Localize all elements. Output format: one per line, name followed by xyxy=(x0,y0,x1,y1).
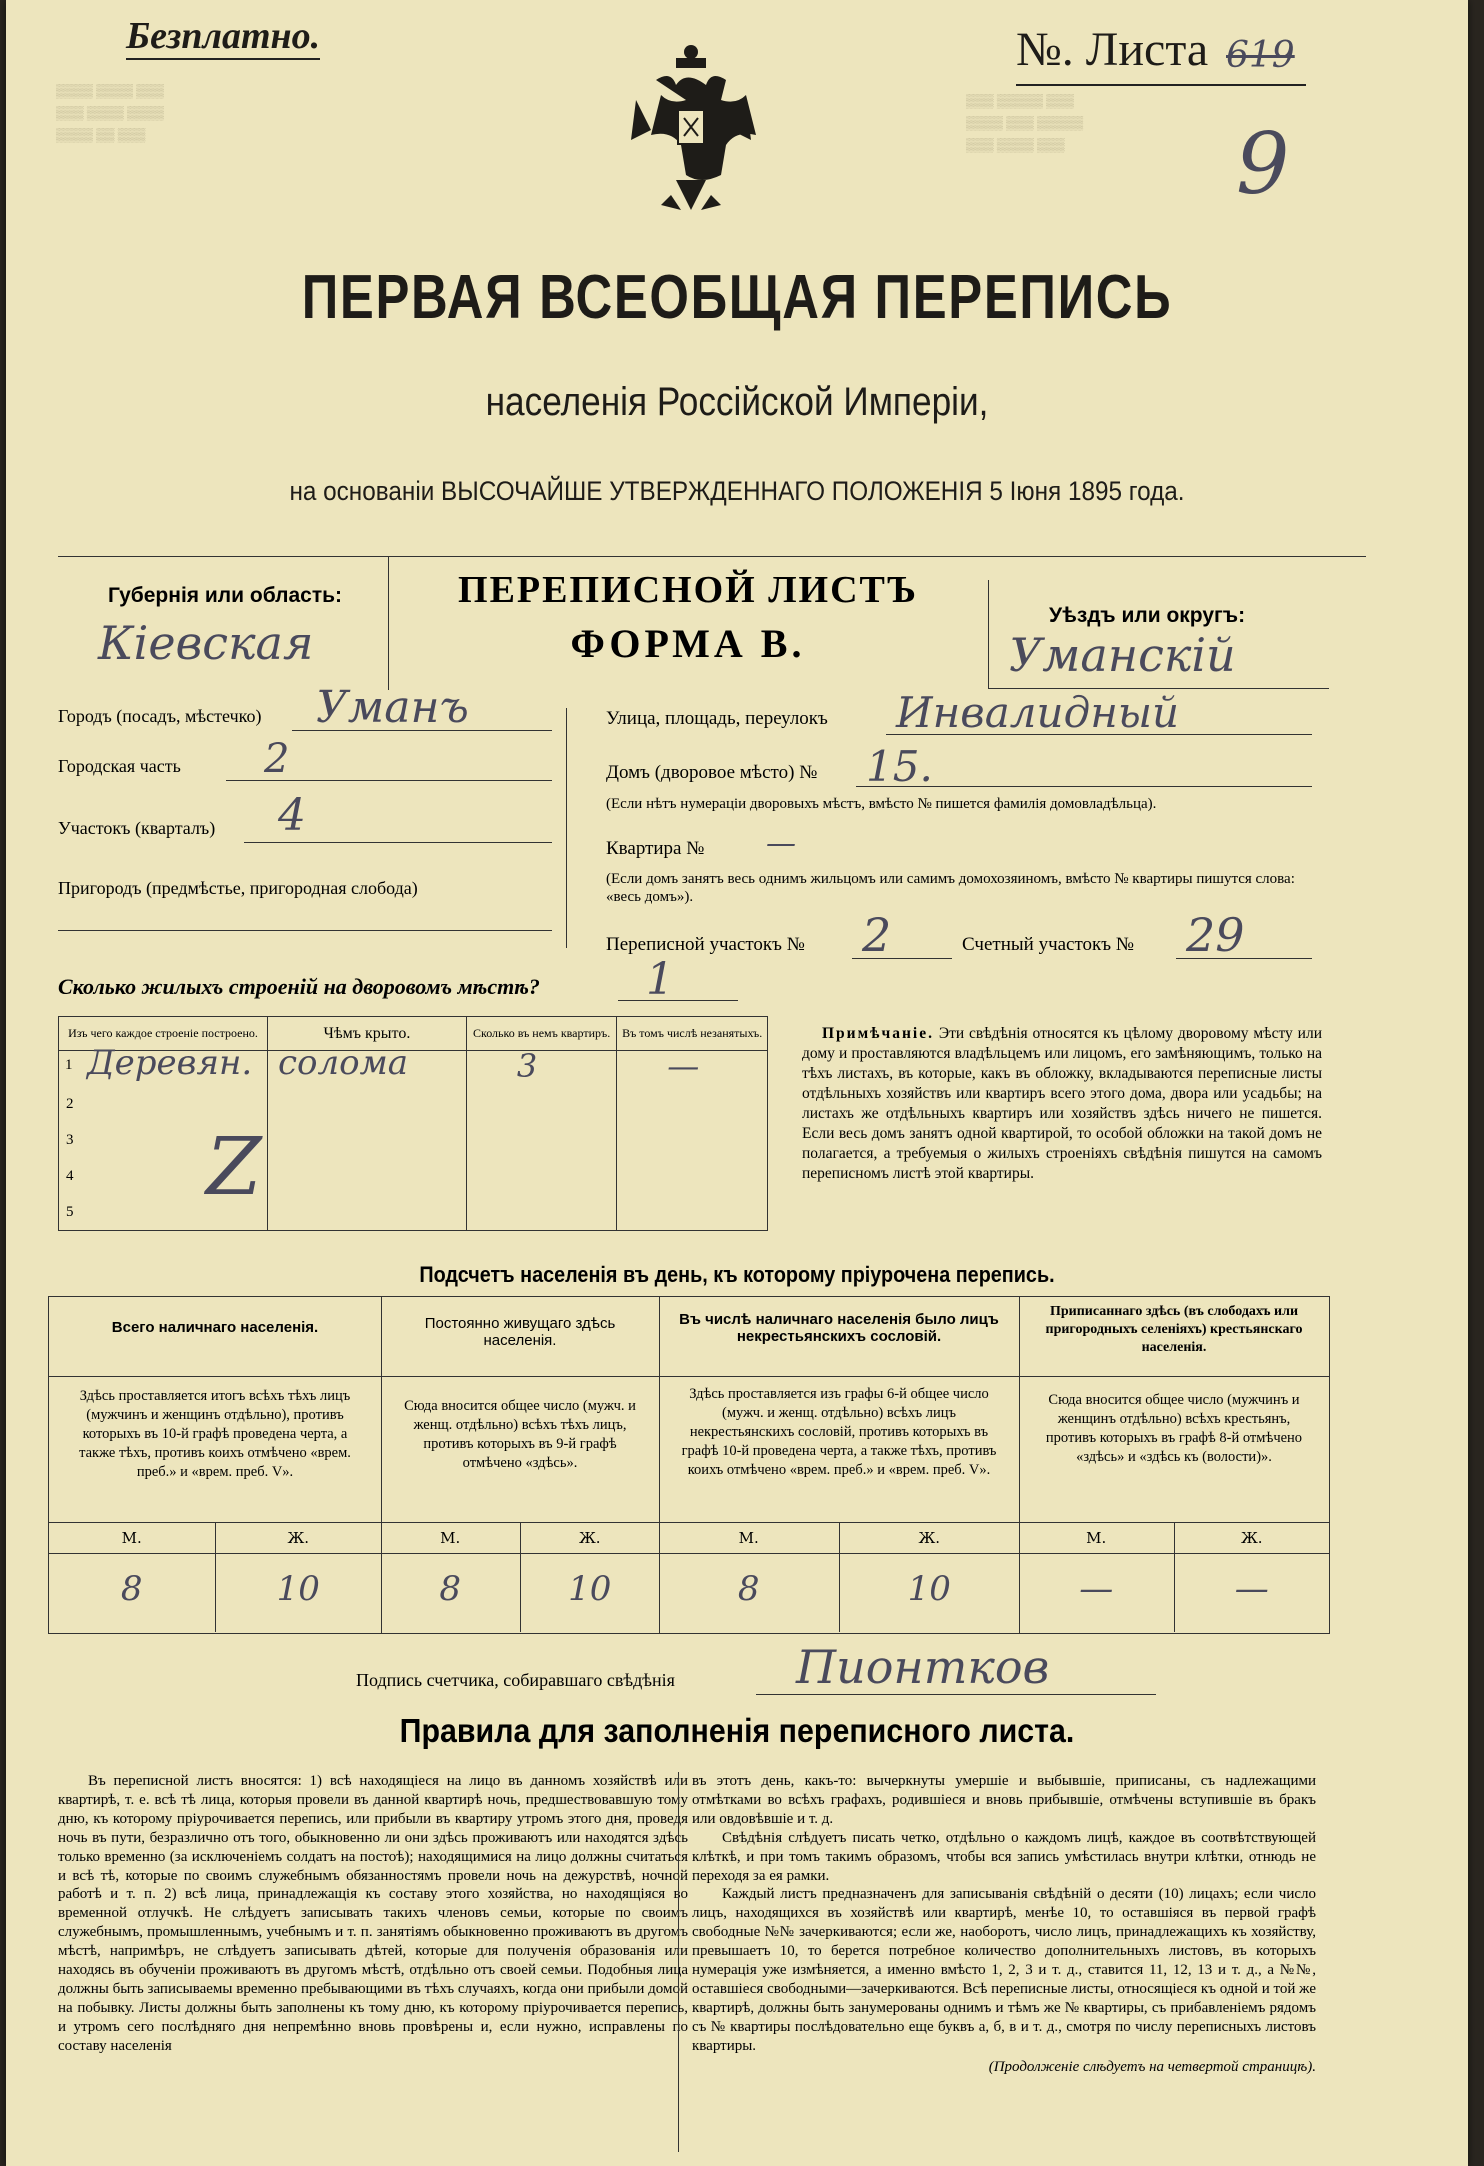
column-header: Въ числѣ наличнаго населенія было лицъ некрестьянскихъ сословій. xyxy=(659,1297,1019,1377)
row-apartments xyxy=(466,1159,616,1195)
row-empty xyxy=(617,1195,768,1231)
subtitle: населенія Россійской Имперіи, xyxy=(485,380,989,424)
rules-right-column xyxy=(692,1772,1316,2077)
rules-title: Правила для заполненія переписного листа. xyxy=(399,1712,1075,1749)
female-count: 10 xyxy=(568,1569,612,1609)
row-material: Деревян. xyxy=(87,1043,253,1083)
buildings-header-empty: Въ томъ числѣ незанятыхъ. xyxy=(617,1017,768,1051)
row-apartments xyxy=(466,1123,616,1159)
rules-right-paragraph: въ этотъ день, какъ-то: вычеркнуты умершіе и выбывшіе, приписаны, съ надлежащими отмѣтками во всѣхъ графахъ, родившіеся и вновь прибывшіе, отмѣчены вступившіе въ бракъ или овдовѣвшіе и т. д. xyxy=(692,1773,1316,1827)
gubernia-box xyxy=(58,556,389,690)
column-header: Постоянно живущаго здѣсь населенія. xyxy=(381,1297,659,1377)
row-apartments xyxy=(466,1087,616,1123)
street-underline xyxy=(886,734,1312,735)
count-column-non-peasant xyxy=(659,1297,1020,1633)
sheet-number-new: 9 xyxy=(1236,115,1290,213)
city-value: Уманъ xyxy=(316,682,469,733)
apartment-note: (Если домъ занятъ весь однимъ жильцомъ или самимъ домохозяиномъ, вмѣсто № квартиры пишутся слова: «весь домъ»). xyxy=(606,871,1295,905)
sheet-number-label: №. Листа xyxy=(1016,23,1209,76)
sheet-number-old: 619 xyxy=(1226,35,1295,76)
uezd-label: Уѣздъ или округъ: xyxy=(1049,604,1246,627)
enumerator-signature: Пионтков xyxy=(796,1640,1050,1694)
female-count: 10 xyxy=(276,1569,320,1609)
female-count: 10 xyxy=(907,1569,951,1609)
table-row xyxy=(59,1087,768,1123)
note-title: Примѣчаніе. xyxy=(822,1025,934,1042)
rules-divider xyxy=(678,1772,679,2152)
male-count: 8 xyxy=(659,1554,840,1632)
row-empty xyxy=(617,1123,768,1159)
column-description: Здѣсь проставляется изъ графы 6-й общее число (мужч. и женщ. отдѣльно) всѣхъ лицъ некрестьянскихъ сословій, противъ которыхъ въ графѣ 10-й проведена черта, а также тѣхъ, противъ коихъ отмѣчено «врем. преб.» и «врем. преб. V». xyxy=(681,1386,997,1478)
note-text: Эти свѣдѣнія относятся къ цѣлому дворовому мѣсту или дому и проставляются владѣльцемъ или лицомъ, его замѣняющимъ, только на тѣхъ листахъ, въ которые, какъ въ обложку, вкладываются переписные листы отдѣльныхъ хозяйствъ или квартиръ всего этого дома, двора или усадьбы; на листахъ же отдѣльныхъ квартиръ или хозяйствъ здѣсь ничего не пишется. Если весь домъ занятъ одной квартирой, то особой обложки на такой домъ не полагается, а требуемыя о жилыхъ строеніяхъ свѣдѣнія пишутся на самомъ переписномъ листѣ этой квартиры. xyxy=(802,1025,1323,1182)
signature-underline xyxy=(756,1694,1156,1695)
female-label: Ж. xyxy=(1240,1529,1263,1547)
row-roof xyxy=(267,1159,466,1195)
male-label: М. xyxy=(1019,1523,1175,1553)
house-note: (Если нѣтъ нумераціи дворовыхъ мѣстъ, вмѣсто № пишется фамилія домовладѣльца). xyxy=(606,796,1157,812)
buildings-table xyxy=(58,1016,768,1231)
female-count: — xyxy=(1234,1569,1269,1609)
male-count: 8 xyxy=(49,1554,216,1632)
signature-label: Подпись счетчика, собиравшаго свѣдѣнія xyxy=(356,1670,675,1690)
buildings-header-roof: Чѣмъ крыто. xyxy=(267,1017,466,1051)
sheet-number-underline xyxy=(1016,84,1306,86)
column-header: Всего наличнаго населенія. xyxy=(49,1297,381,1377)
row-roof xyxy=(267,1123,466,1159)
male-label: М. xyxy=(381,1523,521,1553)
column-description: Сюда вносится общее число (мужчинъ и женщинъ отдѣльно) всѣхъ крестьянъ, противъ которыхъ въ графѣ 8-й отмѣчено «здѣсь» и «здѣсь къ (волости)». xyxy=(1045,1392,1303,1465)
house-value: 15. xyxy=(866,742,933,791)
city-underline xyxy=(292,730,552,731)
buildings-question: Сколько жилыхъ строеній на дворовомъ мѣстѣ? xyxy=(58,974,540,999)
apartment-value: — xyxy=(766,826,796,861)
suburb-label: Пригородъ (предмѣстье, пригородная слобода) xyxy=(58,878,418,898)
row-number: 1 xyxy=(65,1057,73,1073)
buildings-answer: 1 xyxy=(646,954,674,1005)
count-column-total xyxy=(49,1297,382,1633)
table-row xyxy=(59,1195,768,1231)
male-label: М. xyxy=(659,1523,840,1553)
count-area-underline xyxy=(1176,958,1312,959)
table-row xyxy=(59,1159,768,1195)
district-underline xyxy=(244,842,552,843)
count-area-label: Счетный участокъ № xyxy=(962,934,1134,955)
male-count: 8 xyxy=(381,1554,521,1632)
row-apartments: 3 xyxy=(516,1047,538,1085)
uezd-box xyxy=(988,580,1329,689)
house-label: Домъ (дворовое мѣсто) № xyxy=(606,762,818,783)
count-column-peasant xyxy=(1019,1297,1329,1633)
suburb-underline xyxy=(58,930,552,931)
male-label: М. xyxy=(49,1523,216,1553)
table-row xyxy=(59,1123,768,1159)
form-name: ФОРМА В. xyxy=(570,621,806,666)
buildings-note xyxy=(802,1024,1322,1184)
rules-right-paragraph: Каждый листъ предназначенъ для записыванія свѣдѣній о десяти (10) лицахъ; если число лицъ, находящихся въ хозяйствѣ или квартирѣ, менѣе 10, то оставшіяся въ первой графѣ свободные №№ зачеркиваются; если же, наоборотъ, число лицъ, принадлежащихъ къ хозяйству, превышаетъ 10, то берется потребное количество дополнительныхъ листовъ, въ которыхъ нумерація уже измѣняется, а именно вмѣсто 1, 2, 3 и т. д., ставится 11, 12, 13 и т. д., а №№, оставшіеся свободными—зачеркиваются. Всѣ переписные листы, относящіеся къ одной и той же квартирѣ, должны быть занумерованы однимъ и тѣмъ же № квартиры, съ прибавленіемъ рядомъ съ № квартиры послѣдовательно еще буквъ а, б, в и т. д., смотря по числу переписныхъ листовъ квартиры. xyxy=(692,1886,1316,2054)
column-description: Сюда вносится общее число (мужч. и женщ. отдѣльно) всѣхъ тѣхъ лицъ, противъ которыхъ въ 9-й графѣ отмѣчено «здѣсь». xyxy=(404,1398,636,1471)
row-number: 4 xyxy=(66,1168,74,1184)
male-count: — xyxy=(1019,1554,1175,1632)
row-roof: солома xyxy=(277,1043,409,1083)
census-area-value: 2 xyxy=(862,908,892,962)
population-count-table xyxy=(48,1296,1330,1634)
census-area-label: Переписной участокъ № xyxy=(606,934,805,955)
bleed-through-left: ▒▒▒▒ ▒▒▒▒ ▒▒▒ ▒▒▒ ▒▒▒▒ ▒▒▒▒ ▒▒▒▒ ▒▒ ▒▒▒ xyxy=(56,83,164,142)
decree-basis: на основаніи ВЫСОЧАЙШЕ УТВЕРЖДЕННАГО ПОЛОЖЕНІЯ 5 Іюня 1895 года. xyxy=(289,476,1185,506)
buildings-header-material: Изъ чего каждое строеніе построено. xyxy=(59,1017,268,1051)
bleed-through-right: ▒▒▒ ▒▒▒▒▒ ▒▒▒ ▒▒▒▒ ▒▒▒ ▒▒▒▒▒ ▒▒▒ ▒▒▒▒ ▒▒▒ xyxy=(966,93,1084,152)
census-sheet xyxy=(6,0,1468,2166)
city-part-value: 2 xyxy=(264,736,290,782)
district-value: 4 xyxy=(278,790,306,841)
column-description: Здѣсь проставляется итогъ всѣхъ тѣхъ лицъ (мужчинъ и женщинъ отдѣльно), противъ которыхъ въ 10-й графѣ проведена черта, а также тѣхъ, противъ коихъ отмѣчено «врем. преб.» и «врем. преб. V». xyxy=(79,1388,351,1480)
row-empty xyxy=(617,1159,768,1195)
district-label: Участокъ (кварталъ) xyxy=(58,818,216,838)
census-area-underline xyxy=(852,958,952,959)
row-empty: — xyxy=(667,1047,700,1085)
address-divider xyxy=(566,708,567,948)
street-value: Инвалидный xyxy=(896,688,1180,737)
column-header: Приписаннаго здѣсь (въ слободахъ или пригородныхъ селеніяхъ) крестьянскаго населенія. xyxy=(1019,1297,1329,1377)
pencil-strike-mark: Z xyxy=(206,1120,262,1213)
street-label: Улица, площадь, переулокъ xyxy=(606,708,828,729)
row-empty xyxy=(617,1087,768,1123)
gubernia-label: Губернія или область: xyxy=(108,584,343,607)
row-apartments xyxy=(466,1195,616,1231)
row-number: 5 xyxy=(66,1203,74,1220)
rules-continued: (Продолженіе слѣдуетъ на четвертой страницѣ). xyxy=(988,2058,1316,2075)
row-roof xyxy=(267,1195,466,1231)
rules-left-text: Въ переписной листъ вносятся: 1) всѣ находящіеся на лицо въ данномъ хозяйствѣ или квартирѣ, т. е. всѣ тѣ лица, которыя провели въ данной квартирѣ ночь, предшествовавшую тому дню, къ которому пріурочивается перепись, или прибыли въ квартиру утромъ этого дня, проведя ночь въ пути, безразлично отъ того, обыкновенно ли они здѣсь проживаютъ или находятся здѣсь только временно (за исключеніемъ солдатъ на постоѣ); находящимися на лицо должны считаться и всѣ тѣ, которые по своимъ служебнымъ обязанностямъ провели ночь на дежурствѣ, ночной работѣ и т. п. 2) всѣ лица, принадлежащія къ составу этого хозяйства, но находящіяся во временной отлучкѣ. Не слѣдуетъ записывать такихъ членовъ семьи, которые по своимъ служебнымъ, промышленнымъ, учебнымъ и т. п. занятіямъ обыкновенно проживаютъ въ другомъ мѣстѣ, напримѣръ, не слѣдуетъ записывать дѣтей, которые для полученія образованія или находясь въ обученіи проживаютъ въ другомъ мѣстѣ, отдѣльно отъ своей семьи. Подобныя лица должны быть записываемы временно пребывающими въ тѣхъ случаяхъ, когда они прибыли домой на побывку. Листы должны быть заполнены къ тому дню, къ которому пріурочивается перепись, и утромъ сего послѣдняго дня непремѣнно вновь провѣрены и, если нужно, исправлены по составу населенія xyxy=(58,1773,688,2054)
uezd-value: Уманскій xyxy=(1009,628,1236,682)
count-area-value: 29 xyxy=(1186,908,1245,962)
female-label: Ж. xyxy=(287,1529,310,1547)
table-row xyxy=(59,1051,768,1087)
city-label: Городъ (посадъ, мѣстечко) xyxy=(58,706,262,726)
city-part-label: Городская часть xyxy=(58,756,181,776)
buildings-header-apartments: Сколько въ немъ квартиръ. xyxy=(466,1017,616,1051)
city-part-underline xyxy=(226,780,552,781)
gubernia-value: Кіевская xyxy=(98,616,314,670)
house-underline xyxy=(856,786,1312,787)
row-roof xyxy=(267,1087,466,1123)
form-title: ПЕРЕПИСНОЙ ЛИСТЪ xyxy=(458,569,918,611)
apartment-label: Квартира № xyxy=(606,838,705,859)
female-label: Ж. xyxy=(578,1529,601,1547)
buildings-answer-underline xyxy=(618,1000,738,1001)
double-headed-eagle-icon xyxy=(616,40,766,225)
count-title: Подсчетъ населенія въ день, къ которому пріурочена перепись. xyxy=(419,1262,1055,1287)
female-label: Ж. xyxy=(918,1529,941,1547)
rules-left-column xyxy=(58,1772,688,2056)
count-column-permanent xyxy=(381,1297,660,1633)
row-number: 3 xyxy=(66,1132,74,1148)
rules-right-paragraph: Свѣдѣнія слѣдуетъ писать четко, отдѣльно о каждомъ лицѣ, каждое въ соотвѣтствующей клѣткѣ, и при томъ такимъ образомъ, чтобы вся запись умѣстилась внутри клѣтки, отнюдь не переходя за ея рамки. xyxy=(692,1829,1316,1884)
free-label: Безплатно. xyxy=(126,14,320,60)
row-number: 2 xyxy=(66,1096,74,1112)
main-title: ПЕРВАЯ ВСЕОБЩАЯ ПЕРЕПИСЬ xyxy=(301,263,1173,332)
